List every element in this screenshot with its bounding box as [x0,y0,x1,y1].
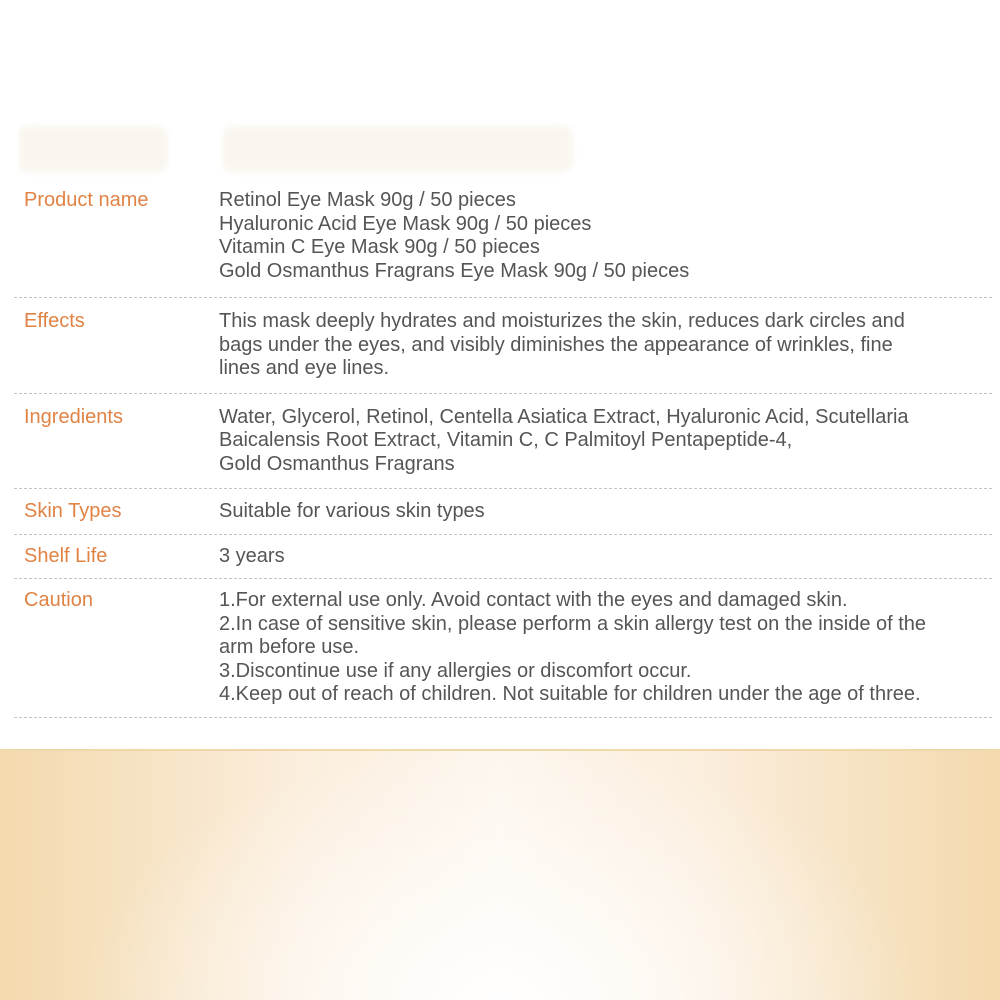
caution-line: 4.Keep out of reach of children. Not suitable for children under the age of three. [219,683,921,705]
text-line: Suitable for various skin types [219,500,485,522]
spec-value [219,545,992,569]
spec-label: Product name [24,189,149,211]
spec-label: Effects [24,310,85,332]
spec-value [219,189,992,283]
decorative-gold-band [0,749,1000,1000]
spec-row-product-name [14,183,992,298]
text-line: Baicalensis Root Extract, Vitamin C, C Palmitoyl Pentapeptide-4, [219,429,793,451]
spec-row-skin-types [14,489,992,535]
spec-table [14,183,992,718]
text-line: Gold Osmanthus Fragrans [219,452,455,475]
text-line: 3 years [219,544,285,567]
text-line: This mask deeply hydrates and moisturizes the skin, reduces dark circles and [219,310,905,332]
spec-label: Skin Types [24,500,122,522]
product-line: Gold Osmanthus Fragrans Eye Mask 90g / 50 pieces [219,259,690,282]
caution-line: 1.For external use only. Avoid contact with the eyes and damaged skin. [219,589,848,611]
spec-label: Caution [24,589,93,611]
spec-row-caution [14,579,992,718]
text-line: Water, Glycerol, Retinol, Centella Asiatica Extract, Hyaluronic Acid, Scutellaria [219,405,909,428]
caution-line: 3.Discontinue use if any allergies or discomfort occur. [219,659,692,682]
spec-value [219,310,992,381]
spec-value [219,500,992,524]
caution-line: arm before use. [219,636,360,658]
spec-row-ingredients [14,394,992,490]
faded-header-watermark [18,118,578,182]
spec-row-effects [14,298,992,394]
spec-label: Ingredients [24,405,123,428]
spec-label: Shelf Life [24,544,108,567]
product-line: Hyaluronic Acid Eye Mask 90g / 50 pieces [219,212,592,235]
spec-value [219,406,992,477]
text-line: bags under the eyes, and visibly diminishes the appearance of wrinkles, fine [219,333,893,356]
spec-row-shelf-life [14,535,992,580]
product-line: Retinol Eye Mask 90g / 50 pieces [219,189,516,211]
spec-value [219,589,992,707]
caution-line: 2.In case of sensitive skin, please perform a skin allergy test on the inside of the [219,612,927,635]
text-line: lines and eye lines. [219,357,390,379]
product-line: Vitamin C Eye Mask 90g / 50 pieces [219,236,540,258]
